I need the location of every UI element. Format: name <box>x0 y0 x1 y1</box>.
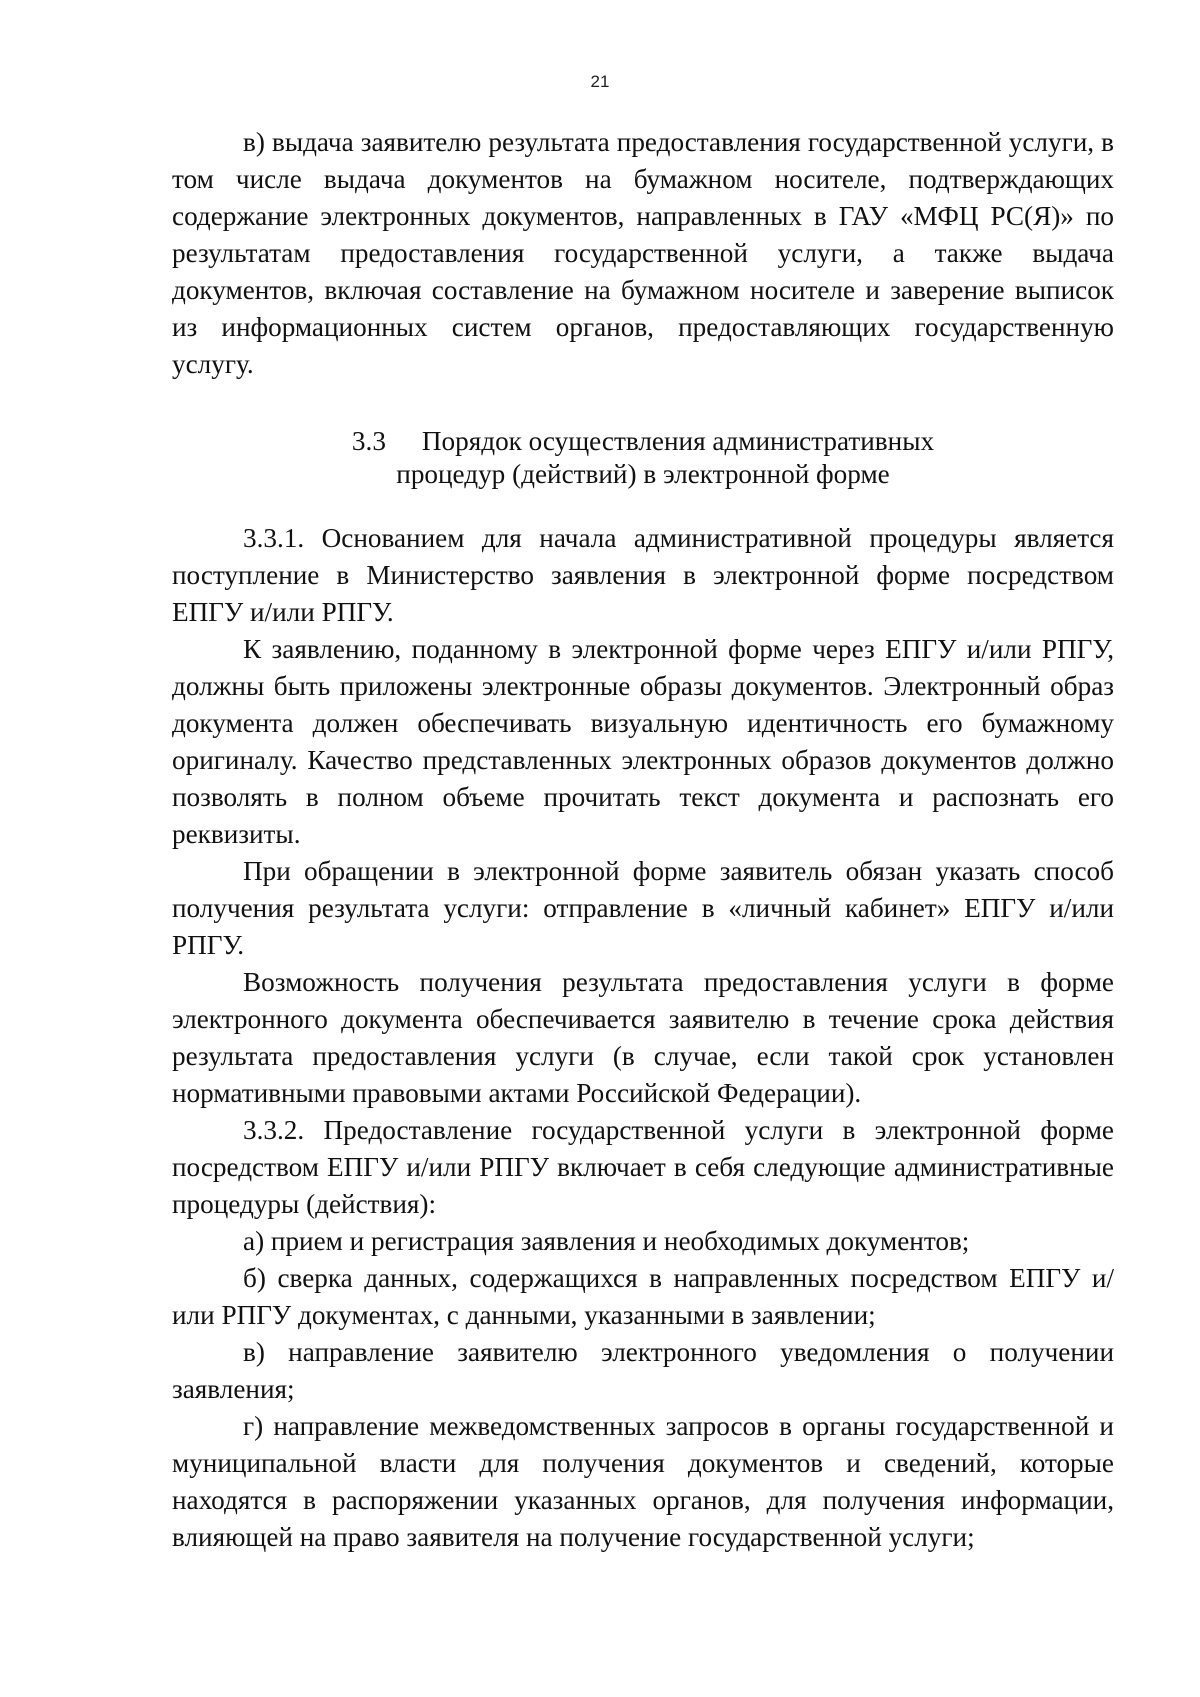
paragraph-v-issuance: в) выдача заявителю результата предоставления государственной услуги, в том числе выдача документов на бумажном носителе, подтверждающих содержание электронных документов, направленных в ГАУ «МФЦ РС(Я)» по результатам предоставления государственной услуги, а также выдача документов, включая составление на бумажном носителе и заверение выписок из информационных систем органов, предоставляющих государственную услугу. <box>172 127 1114 379</box>
section-heading <box>172 425 1114 491</box>
section-title-line-2: процедур (действий) в электронной форме <box>396 459 890 489</box>
list-item-v: в) направление заявителю электронного уведомления о получении заявления; <box>172 1337 1114 1404</box>
page-number: 21 <box>590 72 610 91</box>
paragraph-3-3-1: 3.3.1. Основанием для начала административной процедуры является поступление в Министерство заявления в электронной форме посредством ЕПГУ и/или РПГУ. <box>172 523 1114 627</box>
paragraph-result-method: При обращении в электронной форме заявитель обязан указать способ получения результата услуги: отправление в «личный кабинет» ЕПГУ и/или РПГУ. <box>172 856 1114 960</box>
list-item-b: б) сверка данных, содержащихся в направленных посредством ЕПГУ и/или РПГУ документах, с данными, указанными в заявлении; <box>172 1263 1114 1330</box>
page-body <box>172 124 1114 1556</box>
paragraph-electronic-images: К заявлению, поданному в электронной форме через ЕПГУ и/или РПГУ, должны быть приложены электронные образы документов. Электронный образ документа должен обеспечивать визуальную идентичность его бумажному оригиналу. Качество представленных электронных образов документов должно позволять в полном объеме прочитать текст документа и распознать его реквизиты. <box>172 634 1114 849</box>
paragraph-result-availability: Возможность получения результата предоставления услуги в форме электронного документа обеспечивается заявителю в течение срока действия результата предоставления услуги (в случае, если такой срок установлен нормативными правовыми актами Российской Федерации). <box>172 967 1114 1108</box>
section-number: 3.3 <box>351 426 386 456</box>
list-item-g: г) направление межведомственных запросов в органы государственной и муниципальной власти для получения документов и сведений, которые находятся в распоряжении указанных органов, для получения информации, влияющей на право заявителя на получение государственной услуги; <box>172 1411 1114 1552</box>
paragraph-3-3-2: 3.3.2. Предоставление государственной услуги в электронной форме посредством ЕПГУ и/или РПГУ включает в себя следующие административные процедуры (действия): <box>172 1115 1114 1219</box>
section-heading-line-1 <box>172 425 1114 458</box>
section-title-line-1: Порядок осуществления административных <box>421 426 935 456</box>
list-item-a: а) прием и регистрация заявления и необходимых документов; <box>243 1226 970 1256</box>
